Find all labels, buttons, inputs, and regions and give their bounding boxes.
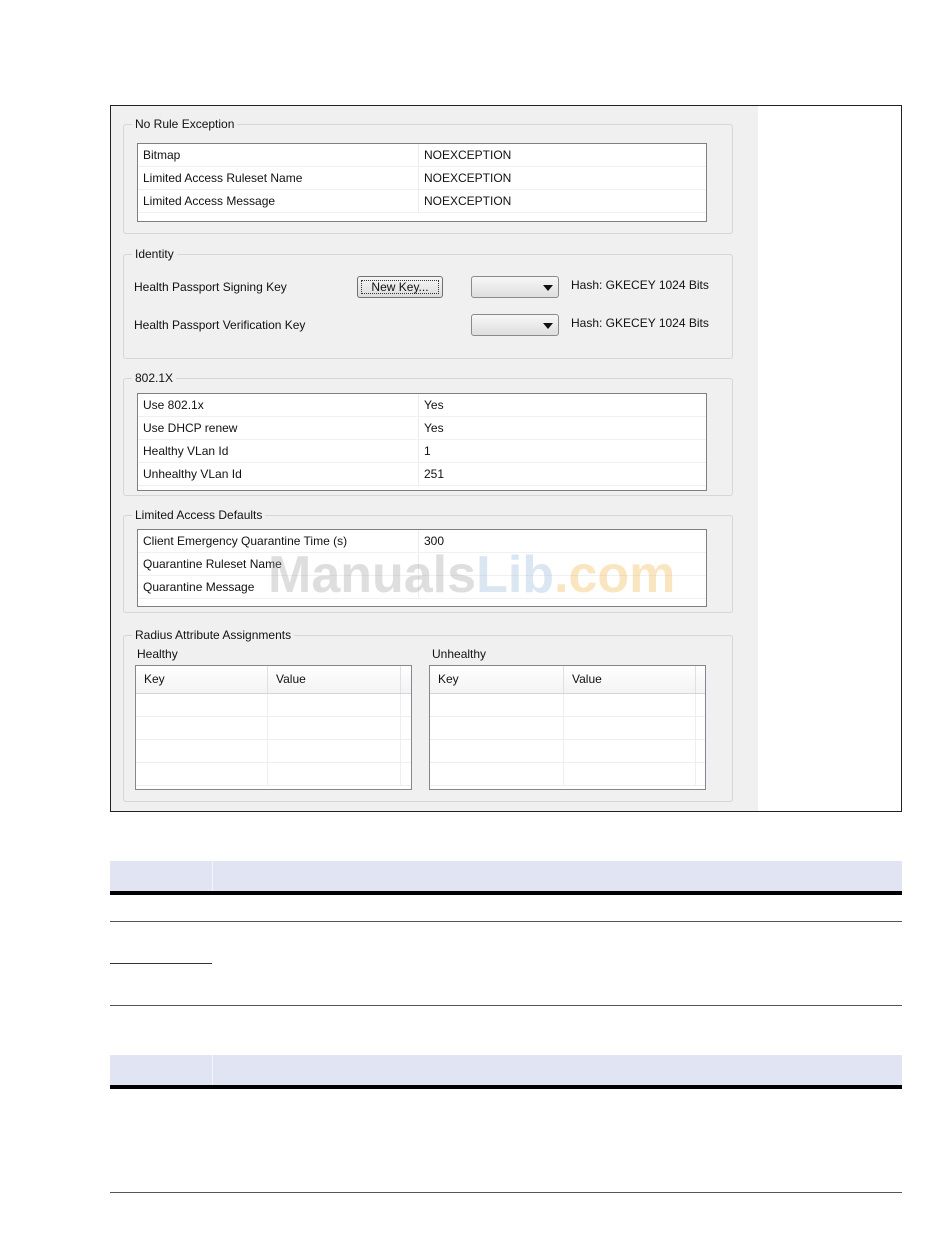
signing-key-select[interactable]: [471, 276, 559, 298]
healthy-list[interactable]: [135, 665, 412, 790]
chevron-down-icon: [543, 285, 553, 291]
property-value[interactable]: 251: [424, 467, 445, 481]
list-item: [430, 694, 705, 717]
table-header-band: [110, 1055, 902, 1085]
property-key: Unhealthy VLan Id: [138, 463, 419, 485]
property-key: Bitmap: [138, 144, 419, 166]
column-header-value[interactable]: Value: [268, 666, 401, 693]
property-value[interactable]: NOEXCEPTION: [424, 148, 512, 162]
list-header: [136, 666, 411, 694]
table-cell-rule: [110, 963, 212, 964]
watermark-part: Lib: [476, 546, 555, 604]
dot1x-grid: [137, 393, 707, 491]
table-header-rule: [110, 891, 902, 895]
radius-legend: Radius Attribute Assignments: [132, 627, 294, 643]
property-row[interactable]: [138, 463, 706, 486]
property-value[interactable]: Yes: [424, 398, 444, 412]
list-item: [430, 717, 705, 740]
list-item: [430, 763, 705, 786]
identity-legend: Identity: [132, 246, 177, 262]
no-rule-exception-grid: [137, 143, 707, 222]
table-row-rule: [110, 1005, 902, 1006]
property-key: Quarantine Message: [138, 576, 419, 598]
column-divider: [212, 1055, 213, 1085]
property-key: Quarantine Ruleset Name: [138, 553, 419, 575]
property-key: Healthy VLan Id: [138, 440, 419, 462]
settings-panel: [111, 106, 758, 811]
column-divider: [212, 861, 213, 891]
property-row[interactable]: [138, 190, 706, 213]
property-row[interactable]: [138, 417, 706, 440]
property-key: Client Emergency Quarantine Time (s): [138, 530, 419, 552]
watermark-part: .com: [554, 546, 676, 604]
limited-access-defaults-legend: Limited Access Defaults: [132, 507, 265, 523]
table-row-rule: [110, 1192, 902, 1193]
column-header-key[interactable]: Key: [430, 666, 564, 693]
signing-key-hash: Hash: GKECEY 1024 Bits: [571, 278, 709, 292]
list-item: [136, 694, 411, 717]
property-key: Use 802.1x: [138, 394, 419, 416]
screenshot-frame: [110, 105, 902, 812]
list-body: [136, 694, 411, 786]
property-row[interactable]: [138, 440, 706, 463]
property-row[interactable]: [138, 394, 706, 417]
property-value[interactable]: NOEXCEPTION: [424, 194, 512, 208]
new-key-button[interactable]: [357, 276, 443, 298]
radius-group: [123, 628, 733, 802]
watermark-part: Manuals: [268, 546, 477, 604]
list-body: [430, 694, 705, 786]
list-item: [430, 740, 705, 763]
no-rule-exception-group: [123, 117, 733, 234]
unhealthy-list[interactable]: [429, 665, 706, 790]
list-item: [136, 740, 411, 763]
list-header: [430, 666, 705, 694]
identity-group: [123, 247, 733, 359]
property-value[interactable]: NOEXCEPTION: [424, 171, 512, 185]
table-header-rule: [110, 1085, 902, 1089]
verification-key-select[interactable]: [471, 314, 559, 336]
property-value[interactable]: 300: [424, 534, 445, 548]
table-header-band: [110, 861, 902, 891]
unhealthy-label: Unhealthy: [432, 647, 487, 661]
list-item: [136, 717, 411, 740]
table-row-rule: [110, 921, 902, 922]
list-item: [136, 763, 411, 786]
no-rule-exception-legend: No Rule Exception: [132, 116, 237, 132]
property-key: Use DHCP renew: [138, 417, 419, 439]
property-value[interactable]: 1: [424, 444, 431, 458]
dot1x-legend: 802.1X: [132, 370, 176, 386]
property-key: Limited Access Ruleset Name: [138, 167, 419, 189]
column-header-key[interactable]: Key: [136, 666, 268, 693]
signing-key-label: Health Passport Signing Key: [134, 280, 287, 294]
column-header-value[interactable]: Value: [564, 666, 696, 693]
verification-key-label: Health Passport Verification Key: [134, 318, 306, 332]
chevron-down-icon: [543, 323, 553, 329]
healthy-label: Healthy: [137, 647, 178, 661]
property-key: Limited Access Message: [138, 190, 419, 212]
watermark: [268, 545, 675, 605]
property-row[interactable]: [138, 167, 706, 190]
new-key-button-label: New Key...: [371, 280, 429, 294]
property-value[interactable]: Yes: [424, 421, 444, 435]
verification-key-hash: Hash: GKECEY 1024 Bits: [571, 316, 709, 330]
dot1x-group: [123, 371, 733, 496]
property-row[interactable]: [138, 144, 706, 167]
